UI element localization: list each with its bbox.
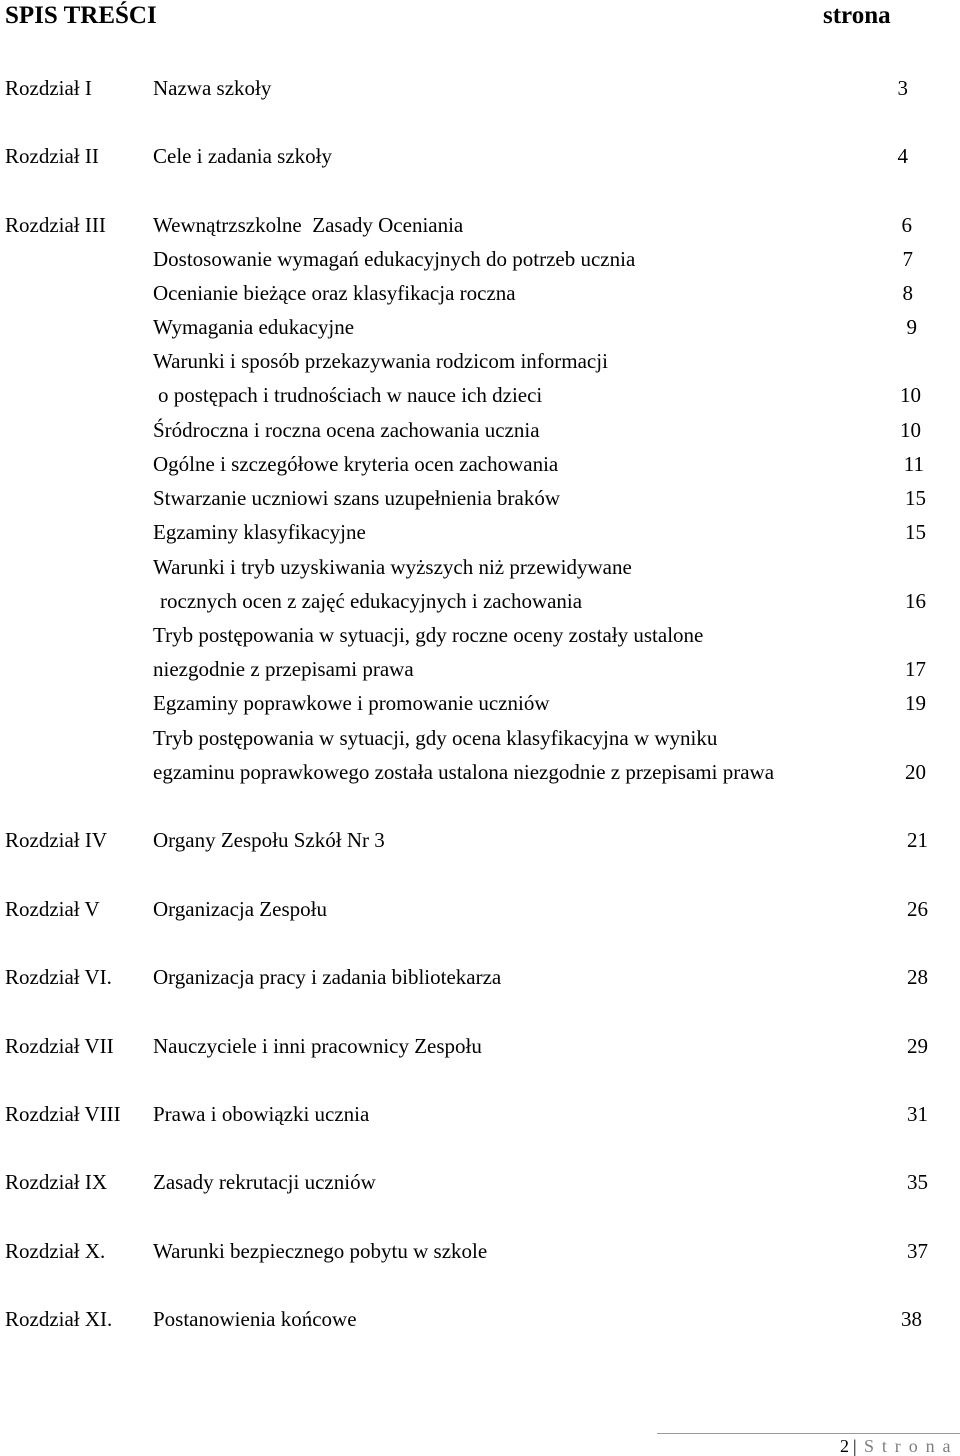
toc-entry-title: Nazwa szkoły	[153, 76, 272, 100]
toc-entry-title: Dostosowanie wymagań edukacyjnych do potrzeb ucznia	[153, 247, 636, 271]
toc-entry-title: Ocenianie bieżące oraz klasyfikacja roczna	[153, 281, 516, 305]
toc-entry-page: 28	[907, 965, 928, 989]
toc-entry-page: 35	[907, 1170, 928, 1194]
toc-entry-page: 10	[900, 383, 921, 407]
footer-page-label: S t r o n a	[864, 1436, 953, 1456]
toc-entry-page: 31	[907, 1102, 928, 1126]
toc-entry-line	[0, 623, 960, 647]
toc-entry	[0, 520, 960, 544]
toc-entry	[0, 1307, 960, 1331]
toc-entry	[0, 1102, 960, 1126]
toc-entry	[0, 76, 960, 100]
toc-entry-title: Postanowienia końcowe	[153, 1307, 357, 1331]
chapter-label: Rozdział II	[5, 144, 99, 168]
chapter-label: Rozdział V	[5, 897, 100, 921]
toc-entry-title: Śródroczna i roczna ocena zachowania ucznia	[153, 418, 540, 442]
toc-entry-title: Organy Zespołu Szkół Nr 3	[153, 828, 385, 852]
footer-rule	[657, 1433, 960, 1434]
toc-entry-title: Organizacja Zespołu	[153, 897, 327, 921]
toc-entry-title: Egzaminy poprawkowe i promowanie uczniów	[153, 691, 550, 715]
toc-entry-title: Warunki bezpiecznego pobytu w szkole	[153, 1239, 488, 1263]
toc-entry-page: 7	[902, 247, 913, 271]
toc-entry-page: 16	[905, 589, 926, 613]
toc-entry-title-continued: rocznych ocen z zajęć edukacyjnych i zachowania	[160, 589, 583, 613]
toc-entry	[0, 418, 960, 442]
toc-entry-title: Organizacja pracy i zadania bibliotekarza	[153, 965, 502, 989]
toc-entry-title: Tryb postępowania w sytuacji, gdy ocena klasyfikacyjna w wyniku	[153, 726, 718, 750]
toc-entry-page: 10	[900, 418, 921, 442]
chapter-label: Rozdział VI.	[5, 965, 112, 989]
toc-entry-title: Wymagania edukacyjne	[153, 315, 355, 339]
toc-entry-title: Zasady rekrutacji uczniów	[153, 1170, 376, 1194]
toc-entry-line	[0, 555, 960, 579]
toc-entry-page: 3	[897, 76, 908, 100]
toc-entry-page: 20	[905, 760, 926, 784]
toc-entry	[0, 247, 960, 271]
toc-entry	[0, 691, 960, 715]
toc-entry	[0, 281, 960, 305]
toc-entry-page: 26	[907, 897, 928, 921]
chapter-label: Rozdział VII	[5, 1034, 114, 1058]
toc-entry-page: 11	[903, 452, 924, 476]
toc-entry-title: Nauczyciele i inni pracownicy Zespołu	[153, 1034, 482, 1058]
footer-separator: |	[853, 1436, 857, 1456]
toc-entry	[0, 486, 960, 510]
toc-entry-page: 15	[905, 486, 926, 510]
toc-entry	[0, 1239, 960, 1263]
chapter-label: Rozdział IV	[5, 828, 108, 852]
toc-entry-line	[0, 383, 960, 407]
toc-entry-title-continued: niezgodnie z przepisami prawa	[153, 657, 414, 681]
toc-entry-line	[0, 726, 960, 750]
page-title: SPIS TREŚCI	[5, 2, 157, 29]
toc-entry-page: 17	[905, 657, 926, 681]
toc-entry	[0, 213, 960, 237]
chapter-label: Rozdział VIII	[5, 1102, 121, 1126]
toc-entry-title: Prawa i obowiązki ucznia	[153, 1102, 370, 1126]
toc-entry-title-continued: o postępach i trudnościach w nauce ich dzieci	[158, 383, 543, 407]
toc-entry-page: 9	[906, 315, 917, 339]
toc-entry	[0, 1034, 960, 1058]
toc-entry	[0, 1170, 960, 1194]
toc-entry-page: 6	[901, 213, 912, 237]
toc-entry-title: Egzaminy klasyfikacyjne	[153, 520, 366, 544]
toc-entry-page: 29	[907, 1034, 928, 1058]
toc-entry-title: Ogólne i szczegółowe kryteria ocen zachowania	[153, 452, 559, 476]
chapter-label: Rozdział III	[5, 213, 106, 237]
toc-entry	[0, 144, 960, 168]
toc-entry-title: Wewnątrzszkolne Zasady Oceniania	[153, 213, 464, 237]
toc-entry-line	[0, 657, 960, 681]
toc-entry-page: 38	[901, 1307, 922, 1331]
toc-entry-line	[0, 349, 960, 373]
toc-entry	[0, 315, 960, 339]
chapter-label: Rozdział XI.	[5, 1307, 113, 1331]
page-column-heading: strona	[823, 2, 891, 29]
toc-entry-line	[0, 589, 960, 613]
toc-entry	[0, 965, 960, 989]
chapter-label: Rozdział IX	[5, 1170, 108, 1194]
toc-entry-page: 4	[897, 144, 908, 168]
toc-entry-title: Stwarzanie uczniowi szans uzupełnienia braków	[153, 486, 561, 510]
toc-entry-title: Tryb postępowania w sytuacji, gdy roczne oceny zostały ustalone	[153, 623, 704, 647]
chapter-label: Rozdział X.	[5, 1239, 106, 1263]
toc-entry-page: 37	[907, 1239, 928, 1263]
toc-entry	[0, 897, 960, 921]
toc-entry	[0, 452, 960, 476]
toc-entry-title: Cele i zadania szkoły	[153, 144, 333, 168]
toc-entry-title: Warunki i sposób przekazywania rodzicom informacji	[153, 349, 608, 373]
toc-entry-page: 19	[905, 691, 926, 715]
footer-page-number: 2	[840, 1436, 849, 1456]
toc-entry-title-continued: egzaminu poprawkowego została ustalona niezgodnie z przepisami prawa	[153, 760, 775, 784]
toc-entry	[0, 828, 960, 852]
toc-entry-title: Warunki i tryb uzyskiwania wyższych niż przewidywane	[153, 555, 632, 579]
toc-entry-page: 15	[905, 520, 926, 544]
toc-entry-page: 8	[902, 281, 913, 305]
toc-entry-page: 21	[907, 828, 928, 852]
chapter-label: Rozdział I	[5, 76, 92, 100]
toc-entry-line	[0, 760, 960, 784]
